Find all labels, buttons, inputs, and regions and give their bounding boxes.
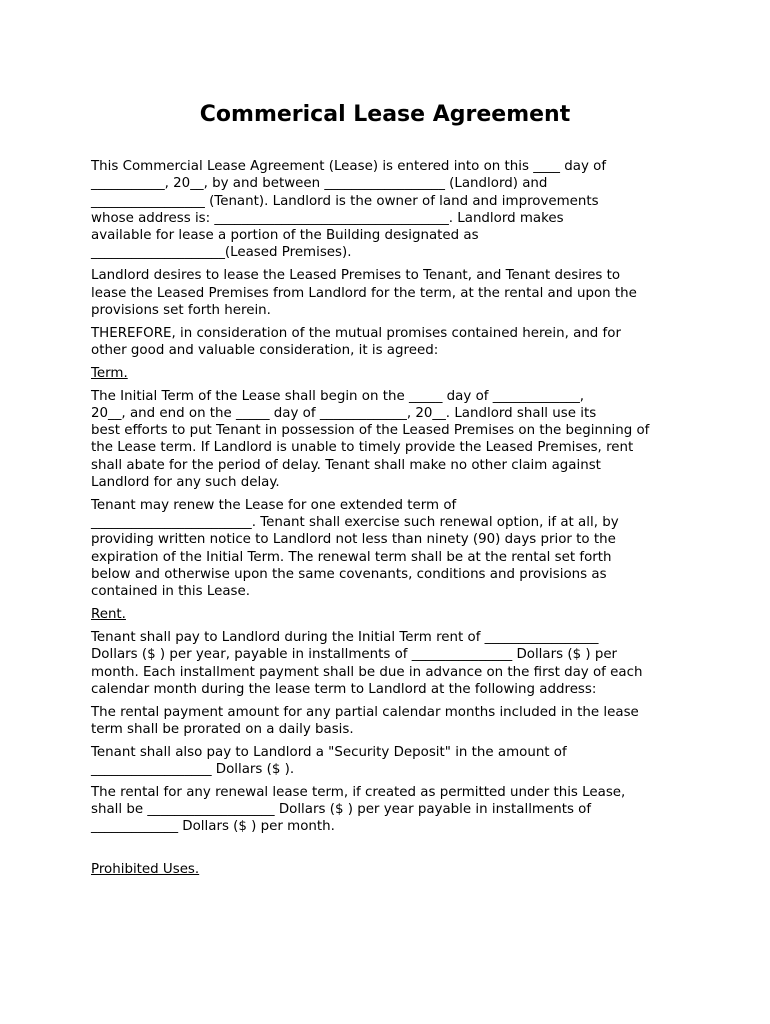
document-title: Commerical Lease Agreement — [199, 102, 571, 127]
text-line: Dollars ($ ) per year, payable in installments of _______________ Dollars ($ ) per — [91, 647, 618, 663]
text-line: _____________ Dollars ($ ) per month. — [91, 819, 335, 835]
text-line: The rental for any renewal lease term, if created as permitted under this Lease, — [91, 784, 626, 800]
text-line: THEREFORE, in consideration of the mutual promises contained herein, and for — [91, 325, 621, 341]
text-line: ___________, 20__, by and between __________________ (Landlord) and — [91, 176, 548, 192]
body-paragraph — [91, 784, 691, 836]
text-line: The Initial Term of the Lease shall begin on the _____ day of _____________, — [91, 388, 585, 404]
text-line: below and otherwise upon the same covenants, conditions and provisions as — [91, 567, 607, 583]
text-line: term shall be prorated on a daily basis. — [91, 721, 354, 737]
text-line: _________________ (Tenant). Landlord is the owner of land and improvements — [91, 193, 599, 209]
text-line: This Commercial Lease Agreement (Lease) is entered into on this ____ day of — [91, 159, 607, 174]
body-paragraph — [91, 325, 691, 360]
text-line: calendar month during the lease term to Landlord at the following address: — [91, 681, 597, 697]
text-line: Term. — [91, 365, 128, 381]
text-line: provisions set forth herein. — [91, 302, 271, 318]
text-line: Tenant may renew the Lease for one extended term of — [91, 497, 457, 513]
text-line: the Lease term. If Landlord is unable to timely provide the Leased Premises, rent — [91, 440, 634, 456]
text-line: shall abate for the period of delay. Tenant shall make no other claim against — [91, 457, 601, 473]
text-line: shall be ___________________ Dollars ($ ) per year payable in installments of — [91, 802, 592, 818]
section-heading — [91, 365, 691, 382]
section-heading — [91, 606, 691, 623]
text-line: available for lease a portion of the Building designated as — [91, 228, 479, 244]
text-line: month. Each installment payment shall be due in advance on the first day of each — [91, 664, 643, 680]
text-line: lease the Leased Premises from Landlord for the term, at the rental and upon the — [91, 285, 637, 301]
text-line: The rental payment amount for any partial calendar months included in the lease — [91, 704, 639, 720]
text-line: expiration of the Initial Term. The renewal term shall be at the rental set forth — [91, 549, 612, 565]
text-line: Tenant shall pay to Landlord during the Initial Term rent of _________________ — [91, 629, 599, 645]
text-line: other good and valuable consideration, it is agreed: — [91, 342, 439, 358]
body-paragraph — [91, 158, 691, 262]
text-line: Rent. — [91, 607, 126, 623]
body-paragraph — [91, 388, 691, 492]
body-paragraph — [91, 497, 691, 601]
text-line: providing written notice to Landlord not less than ninety (90) days prior to the — [91, 532, 616, 548]
document-body — [91, 158, 691, 884]
text-line: best efforts to put Tenant in possession of the Leased Premises on the beginning of — [91, 423, 650, 439]
text-line: __________________ Dollars ($ ). — [91, 762, 295, 777]
text-line: Tenant shall also pay to Landlord a "Security Deposit" in the amount of — [91, 744, 567, 760]
text-line: ________________________. Tenant shall exercise such renewal option, if at all, by — [91, 515, 619, 531]
text-line: Prohibited Uses. — [91, 862, 200, 878]
text-line: ____________________(Leased Premises). — [91, 245, 352, 261]
text-line: contained in this Lease. — [91, 584, 250, 600]
section-heading — [91, 861, 691, 878]
body-paragraph — [91, 744, 691, 779]
body-paragraph — [91, 267, 691, 319]
text-line: whose address is: ___________________________________. Landlord makes — [91, 210, 564, 226]
text-line: Landlord for any such delay. — [91, 475, 280, 491]
text-line: 20__, and end on the _____ day of _____________, 20__. Landlord shall use its — [91, 405, 597, 421]
text-line: Landlord desires to lease the Leased Premises to Tenant, and Tenant desires to — [91, 268, 621, 284]
paragraph-spacer — [91, 841, 691, 861]
body-paragraph — [91, 629, 691, 698]
body-paragraph — [91, 704, 691, 739]
